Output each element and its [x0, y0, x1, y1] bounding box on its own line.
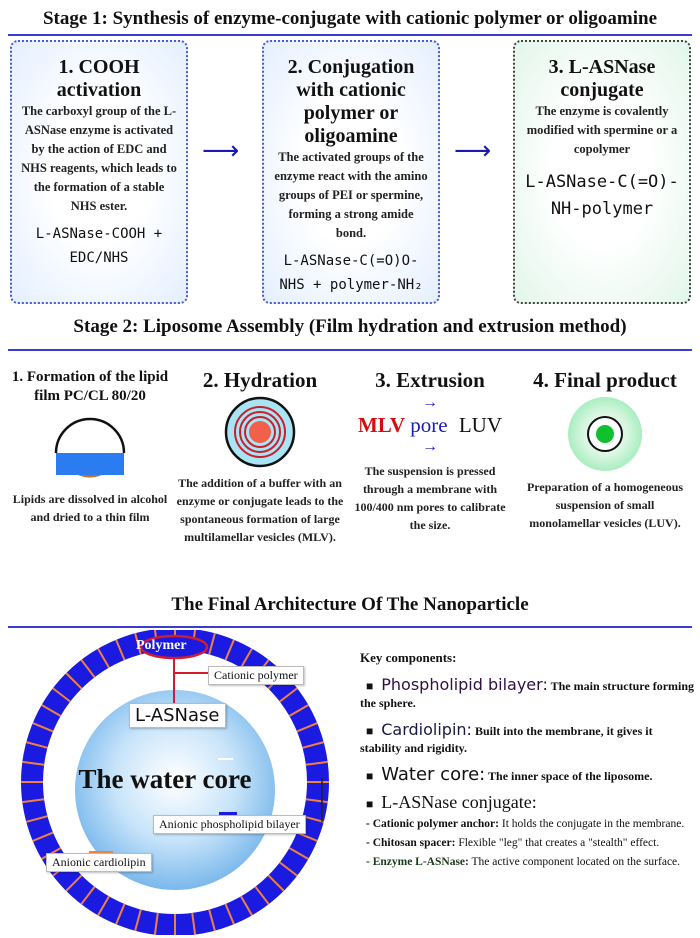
water-core-label: The water core: [78, 764, 252, 794]
step-title: 4. Final product: [533, 368, 677, 392]
step-hydration: [175, 368, 345, 546]
key-components: [360, 650, 695, 873]
architecture-divider: [8, 626, 692, 628]
card-title: 1. COOH activation: [56, 56, 142, 101]
card-formula: L-ASNase-C(=O)O-NHS + polymer-NH₂: [279, 253, 423, 293]
card-title: 3. L-ASNase conjugate: [548, 56, 656, 101]
step-text: The addition of a buffer with an enzyme or conjugate leads to the spontaneous formation of large multilamellar vesicles (MLV).: [176, 476, 344, 544]
stage1-title: Stage 1: Synthesis of enzyme-conjugate with cationic polymer or oligoamine: [42, 8, 658, 29]
extrusion-scheme: [345, 412, 515, 438]
card-formula: L-ASNase-COOH + EDC/NHS: [35, 226, 163, 266]
step-final-product: [520, 368, 690, 532]
cardiolipin-label: Anionic cardiolipin: [46, 853, 152, 872]
key-title: Key components:: [360, 650, 457, 665]
cardiolipin-legend-swatch: [89, 851, 113, 853]
key-item: ■ Water core: The inner space of the liposome.: [366, 764, 653, 785]
pore-label: pore: [410, 413, 448, 437]
mlv-icon: [224, 396, 296, 468]
key-item: ■ L-ASNase conjugate:: [366, 792, 537, 812]
step-lipid-film: [5, 368, 175, 526]
flask-icon: [50, 408, 130, 486]
step-text: The suspension is pressed through a membrane with 100/400 nm pores to calibrate the size.: [354, 464, 506, 532]
key-subitem: - Enzyme L-ASNase: The active component located on the surface.: [366, 856, 681, 868]
step-title: 1. Formation of the lipid film PC/CL 80/20: [11, 369, 169, 404]
bilayer-label: Anionic phospholipid bilayer: [153, 815, 306, 834]
luv-icon: [567, 396, 643, 472]
step-extrusion: [345, 368, 515, 534]
card-text: The enzyme is covalently modified with spermine or a copolymer: [526, 104, 678, 156]
architecture-title: The Final Architecture Of The Nanoparticle: [171, 594, 529, 615]
step-text: Lipids are dissolved in alcohol and dried to a thin film: [12, 492, 168, 524]
arrow-right-icon: →: [422, 438, 438, 455]
mlv-label: MLV: [357, 413, 406, 437]
key-item: ■ Cardiolipin: Built into the membrane, it gives it stability and rigidity.: [360, 720, 653, 755]
key-subitem: - Cationic polymer anchor: It holds the conjugate in the membrane.: [366, 818, 685, 830]
polymer-label: Polymer: [136, 638, 187, 653]
card-conjugation: [262, 40, 440, 304]
stage1-divider: [8, 34, 692, 36]
stage2-title: Stage 2: Liposome Assembly (Film hydration and extrusion method): [73, 316, 627, 337]
cationic-polymer-label: Cationic polymer: [208, 666, 304, 685]
bilayer-legend-swatch: [219, 812, 237, 815]
stage2-divider: [8, 349, 692, 351]
luv-label: LUV: [458, 413, 503, 437]
card-formula: L-ASNase-C(=O)-NH-polymer: [525, 172, 679, 219]
key-subitem: - Chitosan spacer: Flexible "leg" that creates a "stealth" effect.: [366, 837, 660, 849]
arrow-right-icon: ⟶: [454, 136, 492, 166]
card-cooh-activation: [10, 40, 188, 304]
step-title: 3. Extrusion: [375, 368, 485, 392]
card-title: 2. Conjugation with cationic polymer or oligoamine: [287, 56, 415, 147]
key-item: ■ Phospholipid bilayer: The main structure forming the sphere.: [360, 675, 695, 710]
step-text: Preparation of a homogeneous suspension of small monolamellar vesicles (LUV).: [526, 480, 684, 530]
arrow-right-icon: →: [422, 394, 438, 411]
enzyme-label: L-ASNase: [129, 703, 226, 728]
step-title: 2. Hydration: [202, 368, 318, 392]
card-text: The activated groups of the enzyme react with the amino groups of PEI or spermine, forming a strong amide bond.: [274, 150, 428, 240]
card-text: The carboxyl group of the L-ASNase enzyme is activated by the action of EDC and NHS reagents, which leads to the formation of a stable NHS ester.: [21, 104, 177, 213]
arrow-right-icon: ⟶: [202, 136, 240, 166]
card-lasnase-conjugate: [513, 40, 691, 304]
